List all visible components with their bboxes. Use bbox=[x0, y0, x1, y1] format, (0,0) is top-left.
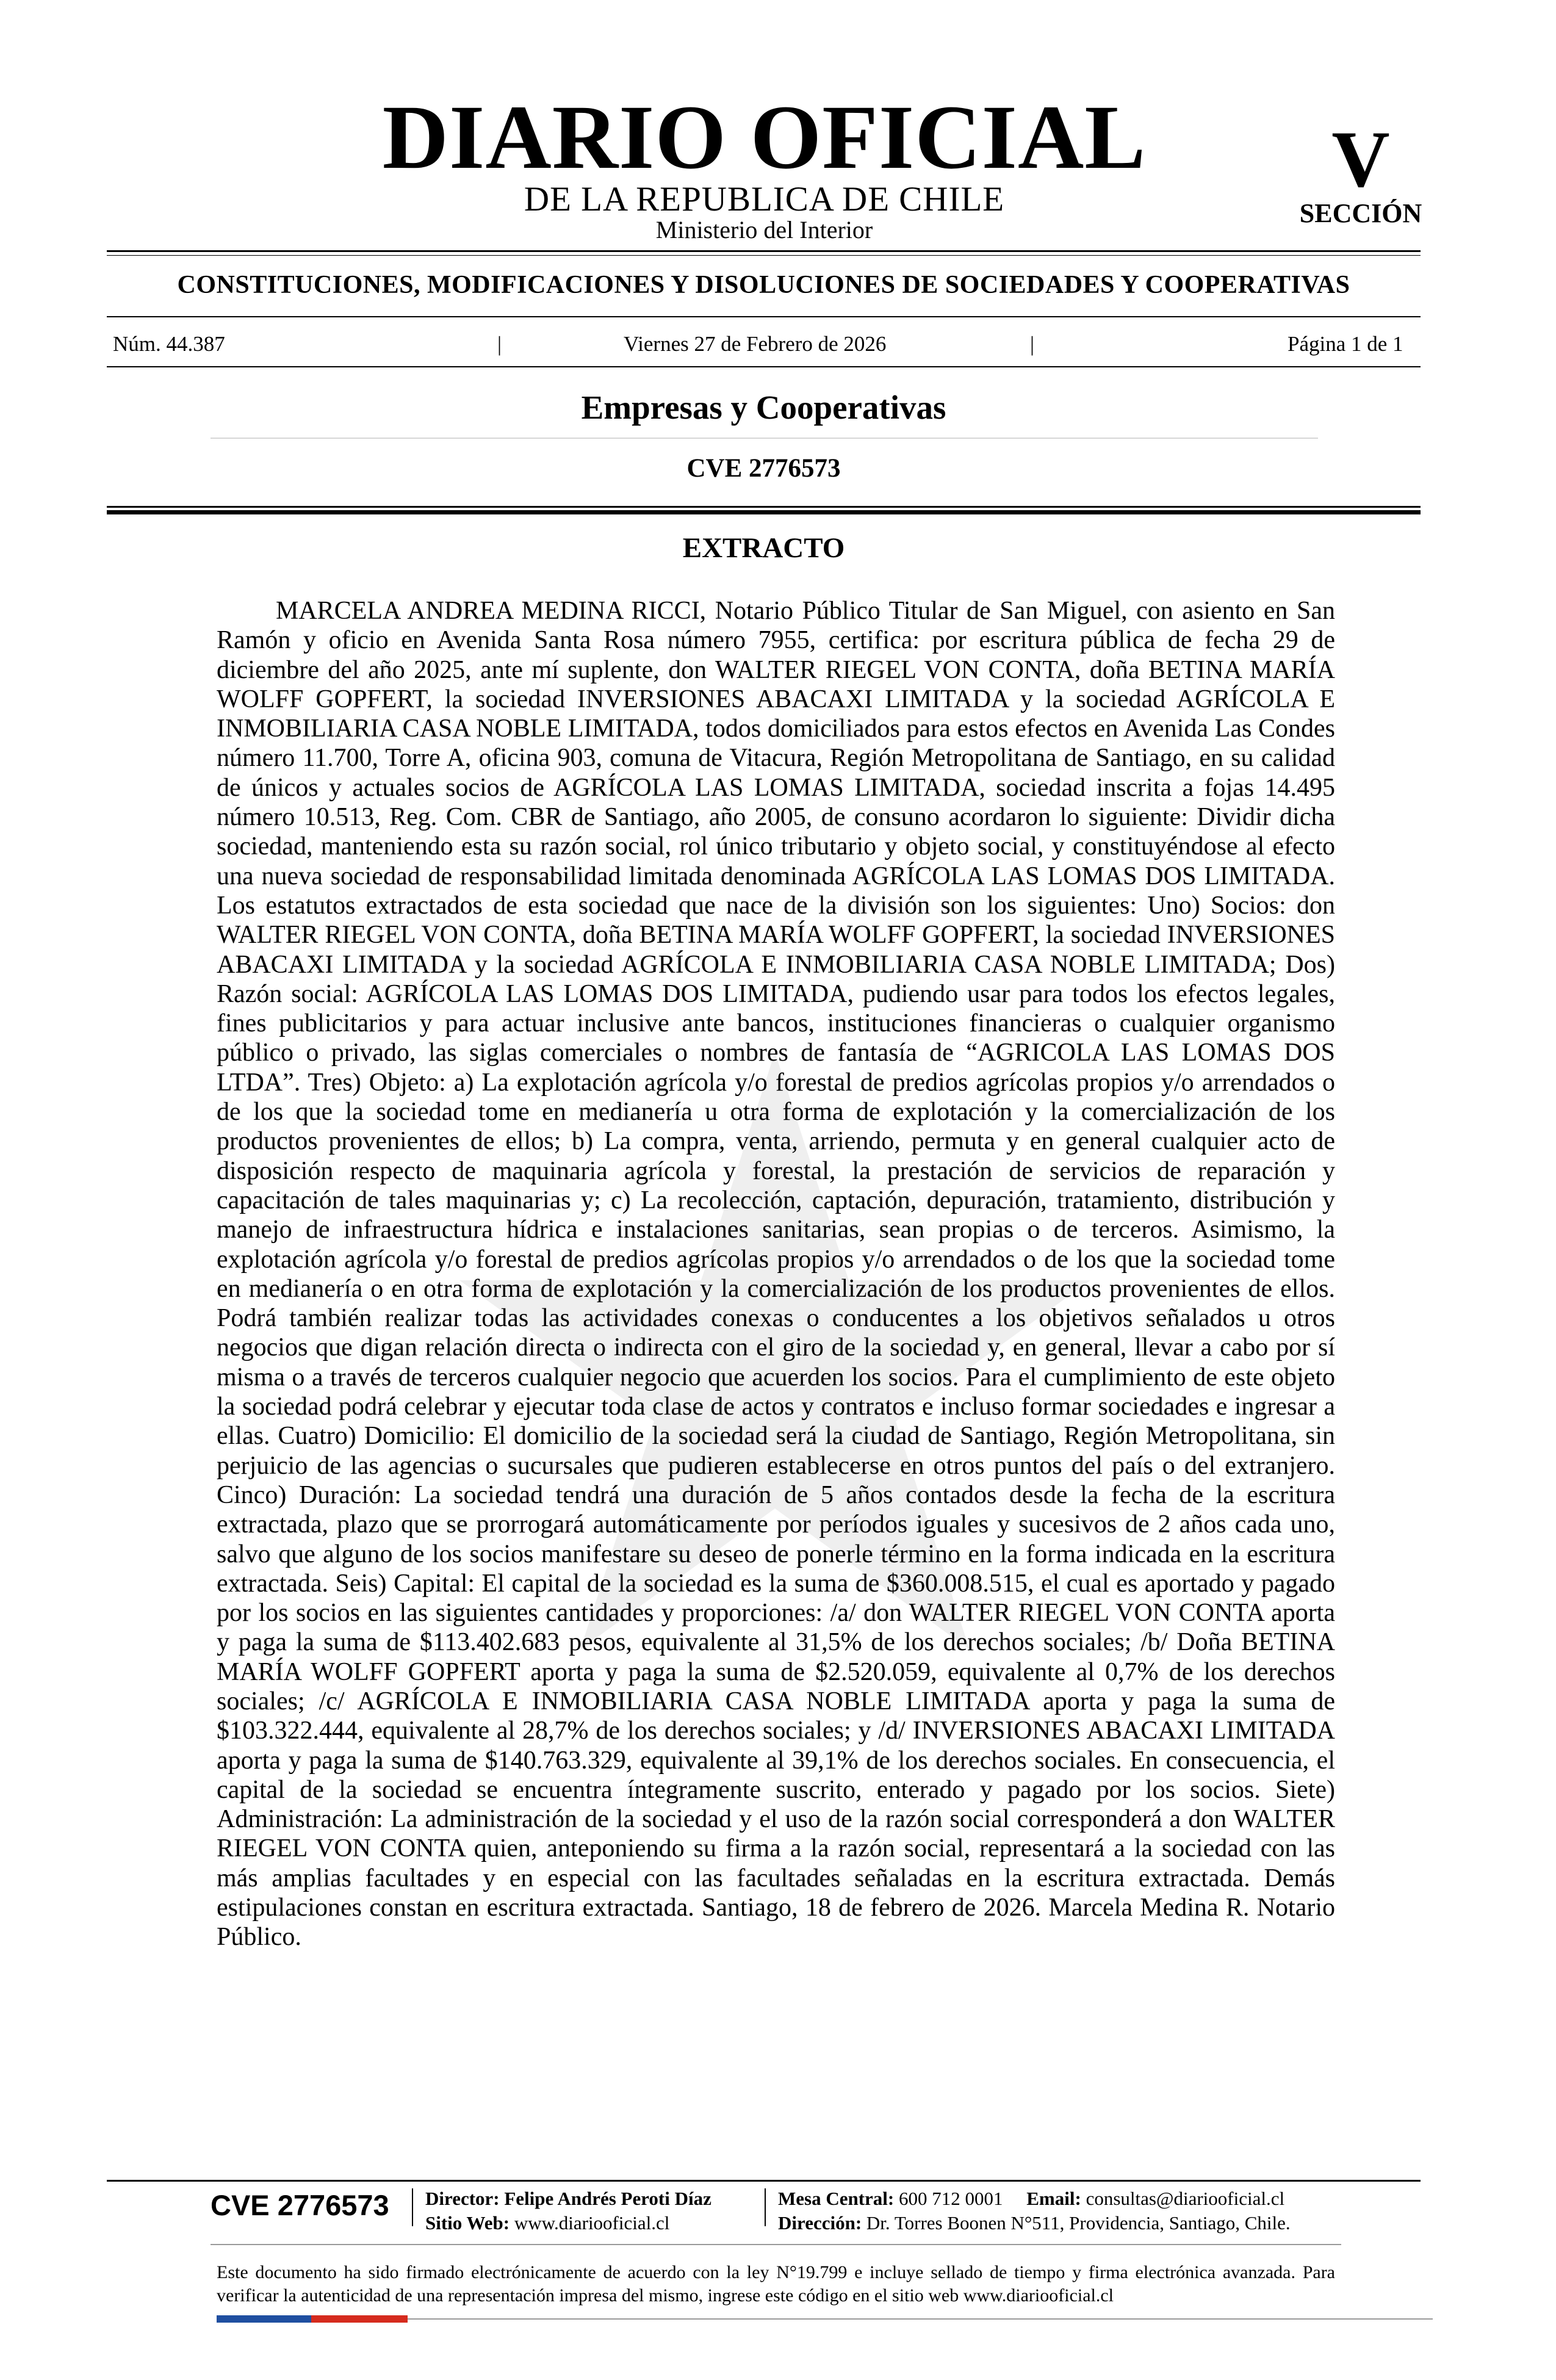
footer-director-block bbox=[425, 2187, 711, 2235]
phone-label: Mesa Central: bbox=[778, 2188, 895, 2209]
director-name: Felipe Andrés Peroti Díaz bbox=[504, 2188, 711, 2209]
footer-divider bbox=[412, 2188, 413, 2226]
address-value: Dr. Torres Boonen N°511, Providencia, Santiago, Chile. bbox=[866, 2212, 1291, 2234]
cve-code: CVE 2776573 bbox=[686, 454, 841, 483]
info-rule-bottom bbox=[107, 366, 1421, 367]
footer-cve-code: CVE 2776573 bbox=[211, 2189, 389, 2221]
info-separator: | bbox=[497, 332, 502, 356]
web-link[interactable]: www.diariooficial.cl bbox=[514, 2212, 670, 2234]
masthead-ministry: Ministerio del Interior bbox=[655, 216, 873, 243]
section-letter: V bbox=[1331, 114, 1390, 204]
section-title: CONSTITUCIONES, MODIFICACIONES Y DISOLUCIONES DE SOCIEDADES Y COOPERATIVAS bbox=[177, 271, 1350, 299]
email-link[interactable]: consultas@diariooficial.cl bbox=[1086, 2188, 1285, 2209]
masthead-title: DIARIO OFICIAL bbox=[382, 87, 1147, 188]
issue-date: Viernes 27 de Febrero de 2026 bbox=[624, 332, 887, 356]
header-rule-heavy bbox=[107, 510, 1421, 514]
web-label: Sitio Web: bbox=[425, 2212, 510, 2234]
flag-stripe-blue bbox=[217, 2315, 311, 2323]
signature-note: Este documento ha sido firmado electrónicamente de acuerdo con la ley N°19.799 e incluye sellado de tiempo y firma electrónica avanzada. Para verificar la autenticidad de una representación impresa del mismo, ingrese este código en el sitio web www.diariooficial.cl bbox=[217, 2262, 1335, 2306]
category-title: Empresas y Cooperativas bbox=[581, 389, 946, 426]
document-body: MARCELA ANDREA MEDINA RICCI, Notario Público Titular de San Miguel, con asiento en San Ramón y oficio en Avenida Santa Rosa número 7955, certifica: por escritura pública de fecha 29 de diciembre del año 2025, ante mí suplente, don WALTER RIEGEL VON CONTA, doña BETINA MARÍA WOLFF GOPFERT, la sociedad INVERSIONES ABACAXI LIMITADA y la sociedad AGRÍCOLA E INMOBILIARIA CASA NOBLE LIMITADA, todos domiciliados para estos efectos en Avenida Las Condes número 11.700, Torre A, oficina 903, comuna de Vitacura, Región Metropolitana de Santiago, en su calidad de únicos y actuales socios de AGRÍCOLA LAS LOMAS LIMITADA, sociedad inscrita a fojas 14.495 número 10.513, Reg. Com. CBR de Santiago, año 2005, de consuno acordaron lo siguiente: Dividir dicha sociedad, manteniendo esta su razón social, rol único tributario y objeto social, y constituyéndose al efecto una nueva sociedad de responsabilidad limitada denominada AGRÍCOLA LAS LOMAS DOS LIMITADA. Los estatutos extractados de esta sociedad que nace de la división son los siguientes: Uno) Socios: don WALTER RIEGEL VON CONTA, doña BETINA MARÍA WOLFF GOPFERT, la sociedad INVERSIONES ABACAXI LIMITADA y la sociedad AGRÍCOLA E INMOBILIARIA CASA NOBLE LIMITADA; Dos) Razón social: AGRÍCOLA LAS LOMAS DOS LIMITADA, pudiendo usar para todos los efectos legales, fines publicitarios y para actuar inclusive ante bancos, instituciones financieras o cualquier organismo público o privado, las siglas comerciales o nombres de fantasía de “AGRICOLA LAS LOMAS DOS LTDA”. Tres) Objeto: a) La explotación agrícola y/o forestal de predios agrícolas propios y/o arrendados o de los que la sociedad tome en medianería u otra forma de explotación y la comercialización de los productos provenientes de ellos; b) La compra, venta, arriendo, permuta y en general cualquier acto de disposición respecto de maquinaria agrícola y forestal, la prestación de servicios de reparación y capacitación de tales maquinarias y; c) La recolección, captación, depuración, tratamiento, distribución y manejo de infraestructura hídrica e instalaciones sanitarias, sean propias o de terceros. Asimismo, la explotación agrícola y/o forestal de predios agrícolas propios y/o arrendados o de los que la sociedad tome en medianería o en otra forma de explotación y la comercialización de los productos provenientes de ellos. Podrá también realizar todas las actividades conexas o conducentes a los objetivos señalados u otros negocios que digan relación directa o indirecta con el giro de la sociedad y, en general, llevar a cabo por sí misma o a través de terceros cualquier negocio que acuerden los socios. Para el cumplimiento de este objeto la sociedad podrá celebrar y ejecutar toda clase de actos y contratos e incluso formar sociedades e ingresar a ellas. Cuatro) Domicilio: El domicilio de la sociedad será la ciudad de Santiago, Región Metropolitana, sin perjuicio de las agencias o sucursales que pudieren establecerse en otros puntos del país o del extranjero. Cinco) Duración: La sociedad tendrá una duración de 5 años contados desde la fecha de la escritura extractada, plazo que se prorrogará automáticamente por períodos iguales y sucesivos de 2 años cada uno, salvo que alguno de los socios manifestare su deseo de ponerle término en la forma indicada en la escritura extractada. Seis) Capital: El capital de la sociedad es la suma de $360.008.515, el cual es aportado y pagado por los socios en las siguientes cantidades y proporciones: /a/ don WALTER RIEGEL VON CONTA aporta y paga la suma de $113.402.683 pesos, equivalente al 31,5% de los derechos sociales; /b/ Doña BETINA MARÍA WOLFF GOPFERT aporta y paga la suma de $2.520.059, equivalente al 0,7% de los derechos sociales; /c/ AGRÍCOLA E INMOBILIARIA CASA NOBLE LIMITADA aporta y paga la suma de $103.322.444, equivalente al 28,7% de los derechos sociales; y /d/ INVERSIONES ABACAXI LIMITADA aporta y paga la suma de $140.763.329, equivalente al 39,1% de los derechos sociales. En consecuencia, el capital de la sociedad se encuentra íntegramente suscrito, enterado y pagado por los socios. Siete) Administración: La administración de la sociedad y el uso de la razón social corresponderá a don WALTER RIEGEL VON CONTA quien, anteponiendo su firma a la razón social, representará a la sociedad con las más amplias facultades y en especial con las facultades señaladas en la escritura extractada. Demás estipulaciones constan en escritura extractada. Santiago, 18 de febrero de 2026. Marcela Medina R. Notario Público. bbox=[217, 597, 1335, 1952]
footer-contact-block bbox=[778, 2187, 1291, 2235]
phone-value: 600 712 0001 bbox=[899, 2188, 1003, 2209]
masthead-subtitle: DE LA REPUBLICA DE CHILE bbox=[524, 180, 1005, 218]
email-label: Email: bbox=[1026, 2188, 1081, 2209]
masthead-rule-thick bbox=[107, 250, 1421, 252]
section-label: SECCIÓN bbox=[1299, 198, 1422, 228]
info-rule-top bbox=[107, 316, 1421, 317]
masthead-rule-thin bbox=[107, 255, 1421, 256]
flag-stripe-red bbox=[311, 2315, 408, 2323]
document-heading: EXTRACTO bbox=[682, 532, 845, 564]
page-indicator: Página 1 de 1 bbox=[1288, 332, 1403, 356]
director-label: Director: bbox=[425, 2188, 500, 2209]
issue-number: Núm. 44.387 bbox=[113, 332, 225, 356]
footer-rule bbox=[107, 2180, 1421, 2182]
category-divider bbox=[211, 438, 1318, 439]
bottom-rule bbox=[408, 2318, 1433, 2320]
info-separator: | bbox=[1030, 332, 1035, 356]
footer-divider bbox=[765, 2188, 766, 2226]
header-rule-thick bbox=[107, 506, 1421, 508]
address-label: Dirección: bbox=[778, 2212, 862, 2234]
footer-note-rule bbox=[211, 2244, 1341, 2245]
